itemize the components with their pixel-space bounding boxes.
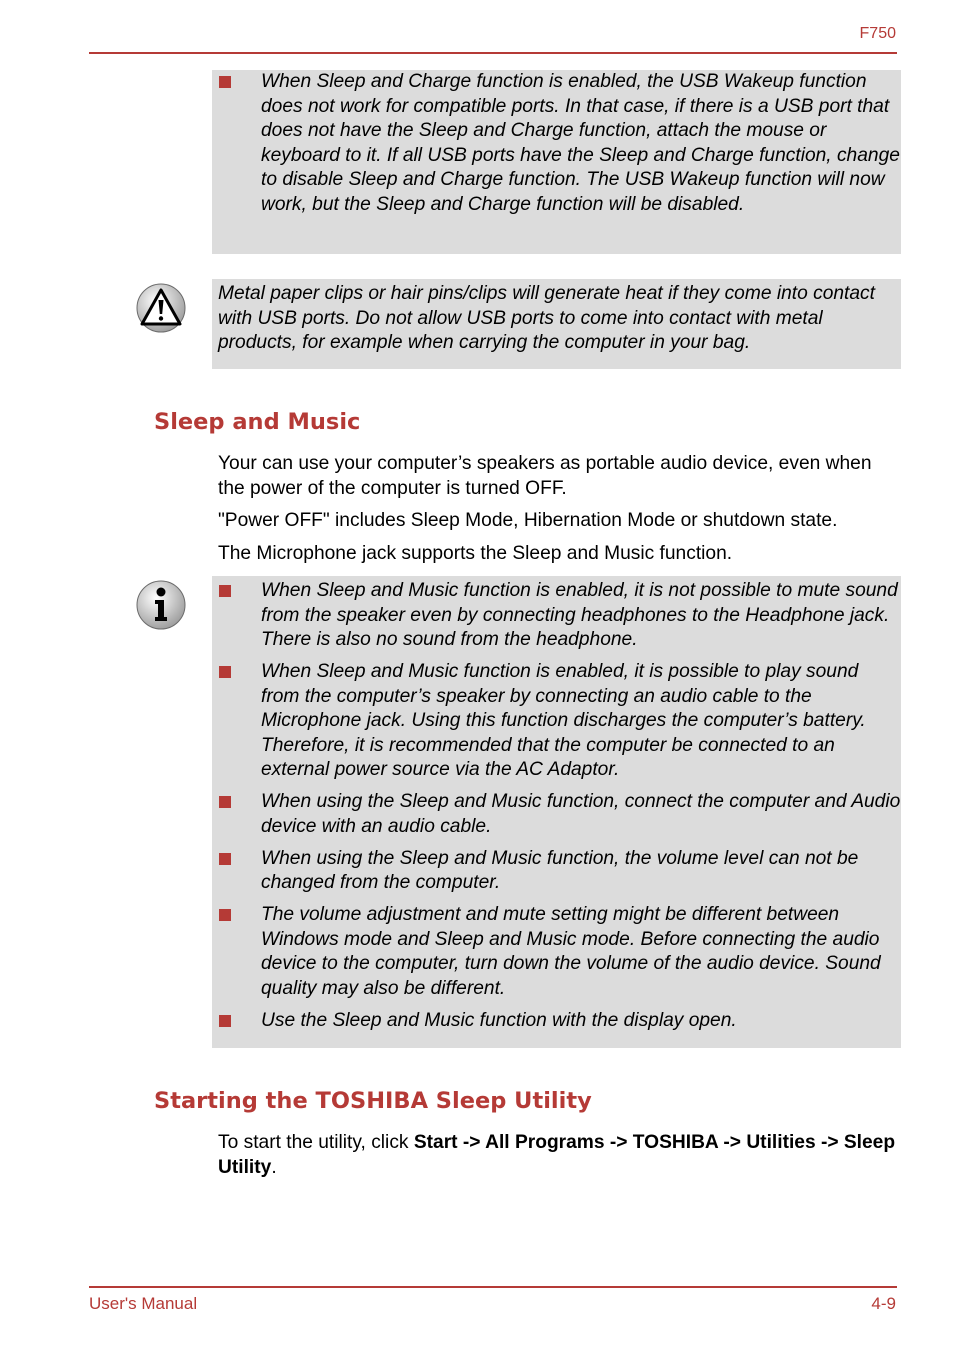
square-bullet-icon — [219, 1015, 231, 1027]
warning-box — [212, 279, 901, 369]
header-model-label: F750 — [859, 25, 896, 42]
instruction-text: To start the utility, click — [218, 1132, 414, 1153]
paragraph: Your can use your computer’s speakers as portable audio device, even when the power of the computer is turned OFF. — [218, 453, 872, 499]
note-text: The volume adjustment and mute setting might be different between Windows mode and Sleep and Music mode. Before connecting the audio device to the computer, turn down the volume of the audio device. Sound quality may also be different. — [261, 904, 881, 999]
sleep-and-music-notes-list — [212, 576, 901, 1033]
list-item — [212, 1009, 901, 1034]
info-icon — [136, 580, 186, 630]
note-text: When Sleep and Music function is enabled, it is not possible to mute sound from the speaker even by connecting headphones to the Headphone jack. There is also no sound from the headphone. — [261, 580, 898, 650]
section-heading-sleep-and-music: Sleep and Music — [154, 409, 361, 435]
sleep-and-music-body — [218, 452, 898, 574]
paragraph — [218, 1131, 898, 1180]
section-heading-toshiba-sleep-utility: Starting the TOSHIBA Sleep Utility — [154, 1088, 592, 1114]
note-text: When Sleep and Music function is enabled, it is possible to play sound from the computer’s speaker by connecting an audio cable to the Microphone jack. Using this function discharges the computer’s battery. Therefore, it is recommended that the computer be connected to an external power source via the AC Adaptor. — [261, 661, 866, 780]
list-item — [212, 579, 901, 653]
square-bullet-icon — [219, 853, 231, 865]
footer-page-number: 4-9 — [871, 1294, 896, 1313]
header-rule — [89, 52, 897, 54]
footer-manual-label: User's Manual — [89, 1294, 198, 1313]
list-item — [212, 847, 901, 896]
paragraph: The Microphone jack supports the Sleep and Music function. — [218, 542, 733, 564]
sleep-and-music-notes-box — [212, 576, 901, 1048]
square-bullet-icon — [219, 666, 231, 678]
list-item — [212, 790, 901, 839]
list-item — [212, 903, 901, 1001]
note-text: When Sleep and Charge function is enabled, the USB Wakeup function does not work for compatible ports. In that case, if there is a USB port that does not have the Sleep and Charge function, attach the mouse or keyboard to it. If all USB ports have the Sleep and Charge function, change to disable Sleep and Charge function. The USB Wakeup function will now work, but the Sleep and Charge function will be disabled. — [261, 71, 900, 215]
square-bullet-icon — [219, 76, 231, 88]
warning-triangle-icon — [136, 283, 186, 333]
list-item — [212, 70, 901, 217]
note-text: When using the Sleep and Music function, the volume level can not be changed from the computer. — [261, 847, 859, 893]
square-bullet-icon — [219, 909, 231, 921]
menu-path: Start -> All Programs -> TOSHIBA -> Utilities -> Sleep Utility — [218, 1132, 896, 1178]
list-item — [212, 660, 901, 783]
paragraph: "Power OFF" includes Sleep Mode, Hibernation Mode or shutdown state. — [218, 510, 838, 531]
usb-wakeup-note-list — [212, 70, 901, 217]
instruction-suffix: . — [271, 1156, 277, 1178]
square-bullet-icon — [219, 585, 231, 597]
warning-text: Metal paper clips or hair pins/clips will generate heat if they come into contact with USB ports. Do not allow USB ports to come into contact with metal products, for example when carrying the computer in your bag. — [218, 283, 875, 353]
note-text: When using the Sleep and Music function, connect the computer and Audio device with an audio cable. — [261, 791, 901, 837]
square-bullet-icon — [219, 796, 231, 808]
footer-rule — [89, 1286, 897, 1288]
usb-wakeup-note-box — [212, 70, 901, 254]
toshiba-utility-body — [218, 1131, 898, 1188]
note-text: Use the Sleep and Music function with the display open. — [261, 1009, 737, 1031]
